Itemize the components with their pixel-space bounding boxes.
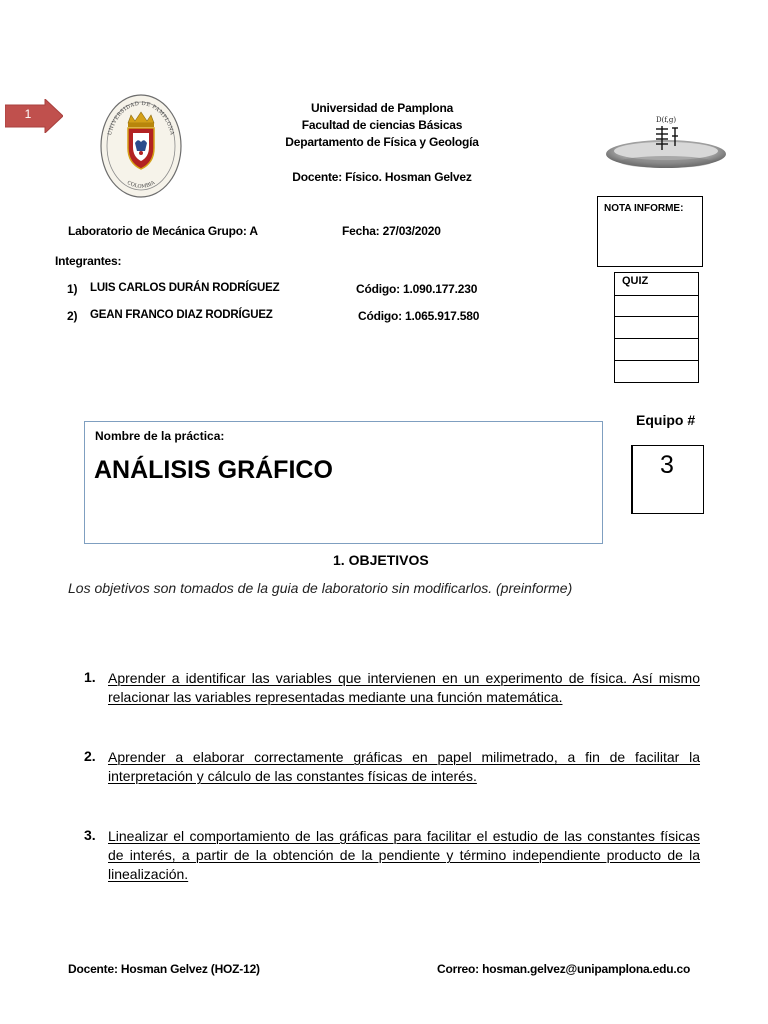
quiz-cell bbox=[614, 339, 699, 361]
team-label: Equipo # bbox=[636, 412, 696, 428]
quiz-cell bbox=[614, 361, 699, 383]
lab-group: Laboratorio de Mecánica Grupo: A bbox=[68, 224, 258, 238]
objective-1-text: Aprender a identificar las variables que intervienen en un experimento de física. Así mismo relacionar las variables representadas mediante una función matemática. bbox=[108, 670, 700, 705]
page-marker-number: 1 bbox=[24, 107, 32, 121]
team-number: 3 bbox=[660, 451, 674, 479]
teacher-name: Docente: Físico. Hosman Gelvez bbox=[292, 170, 472, 184]
seal-top-text: UNIVERSIDAD DE PAMPLONA bbox=[107, 100, 175, 136]
objective-2-text: Aprender a elaborar correctamente gráficas en papel milimetrado, a fin de facilitar la interpretación y cálculo de las constantes físicas de interés. bbox=[108, 749, 700, 784]
faculty-name: Facultad de ciencias Básicas bbox=[301, 118, 463, 132]
quiz-cell bbox=[614, 317, 699, 339]
member-2-name: GEAN FRANCO DIAZ RODRÍGUEZ bbox=[90, 309, 273, 321]
member-1-code: Código: 1.090.177.230 bbox=[356, 282, 478, 296]
objectives-intro: Los objetivos son tomados de la guia de laboratorio sin modificarlos. (preinforme) bbox=[68, 580, 573, 596]
quiz-label: QUIZ bbox=[622, 275, 649, 287]
practice-title: ANÁLISIS GRÁFICO bbox=[94, 456, 333, 484]
objective-2-number: 2. bbox=[84, 748, 96, 764]
member-2-code: Código: 1.065.917.580 bbox=[358, 309, 480, 323]
lab-date: Fecha: 27/03/2020 bbox=[342, 224, 441, 238]
objective-1-number: 1. bbox=[84, 669, 96, 685]
seal-bottom-text: COLOMBIA bbox=[125, 179, 157, 190]
footer-email: Correo: hosman.gelvez@unipamplona.edu.co bbox=[437, 962, 691, 976]
section-title: 1. OBJETIVOS bbox=[333, 552, 429, 568]
nota-informe-label: NOTA INFORME: bbox=[604, 203, 684, 214]
quiz-cell bbox=[614, 295, 699, 317]
members-label: Integrantes: bbox=[55, 254, 122, 268]
objective-3-number: 3. bbox=[84, 827, 96, 843]
department-logo bbox=[604, 110, 728, 172]
practice-label: Nombre de la práctica: bbox=[95, 429, 225, 443]
member-2-number: 2) bbox=[67, 309, 78, 323]
department-name: Departamento de Física y Geología bbox=[285, 135, 479, 149]
member-1-number: 1) bbox=[67, 282, 78, 296]
footer-teacher: Docente: Hosman Gelvez (HOZ-12) bbox=[68, 962, 260, 976]
university-seal-logo bbox=[100, 93, 182, 199]
university-name: Universidad de Pamplona bbox=[310, 101, 454, 115]
member-1-name: LUIS CARLOS DURÁN RODRÍGUEZ bbox=[90, 282, 280, 294]
dept-logo-text: D(f,g) bbox=[656, 116, 677, 124]
objective-3-text: Linealizar el comportamiento de las gráficas para facilitar el estudio de las constantes físicas de interés, a partir de la obtención de la pendiente y término independiente producto de la linealización. bbox=[108, 828, 700, 882]
